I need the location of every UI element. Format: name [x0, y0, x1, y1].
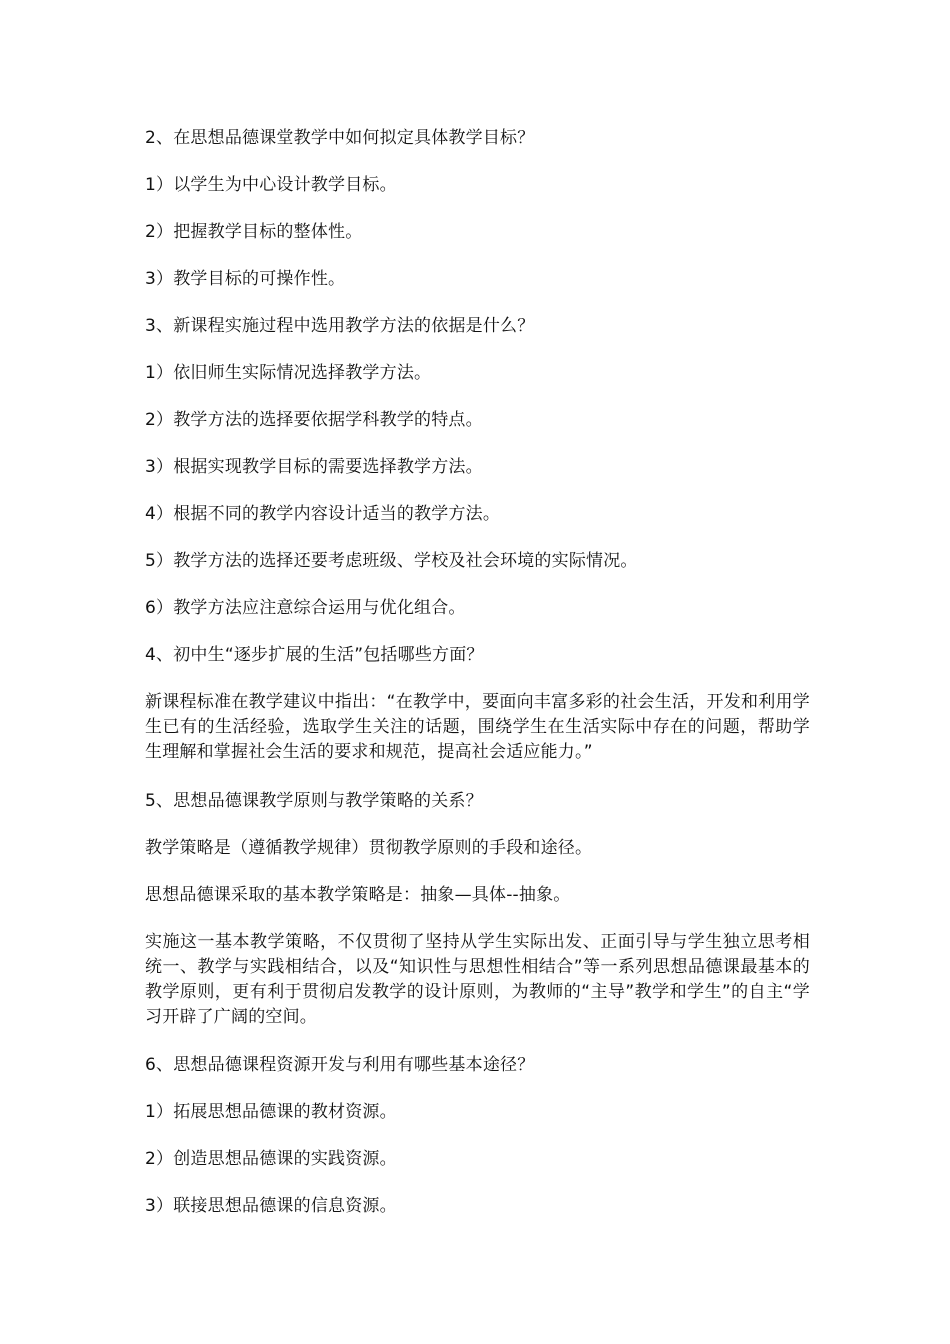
- answer-3-item-4: 4）根据不同的教学内容设计适当的教学方法。: [145, 504, 501, 524]
- answer-3-item-2: 2）教学方法的选择要依据学科教学的特点。: [145, 410, 483, 430]
- answer-3-item-5: 5）教学方法的选择还要考虑班级、学校及社会环境的实际情况。: [145, 551, 638, 571]
- question-4-heading: 4、初中生“逐步扩展的生活”包括哪些方面？: [145, 645, 484, 665]
- answer-4-paragraph: 新课程标准在教学建议中指出：“在教学中，要面向丰富多彩的社会生活，开发和利用学生已有的生活经验，选取学生关注的话题，围绕学生在生活实际中存在的问题，帮助学生理解和掌握社会生活的要求和规范，提高社会适应能力。”: [145, 692, 810, 762]
- question-2-heading: 2、在思想品德课堂教学中如何拟定具体教学目标？: [145, 128, 535, 148]
- answer-5-paragraph-3: 实施这一基本教学策略，不仅贯彻了坚持从学生实际出发、正面引导与学生独立思考相统一、教学与实践相结合，以及“知识性与思想性相结合”等一系列思想品德课最基本的教学原则，更有利于贯彻启发教学的设计原则，为教师的“主导”教学和学生”的自主“学习开辟了广阔的空间。: [145, 932, 810, 1027]
- answer-3-item-1: 1）依旧师生实际情况选择教学方法。: [145, 363, 432, 383]
- answer-3-item-6: 6）教学方法应注意综合运用与优化组合。: [145, 598, 466, 618]
- answer-2-item-2: 2）把握教学目标的整体性。: [145, 222, 363, 242]
- answer-6-item-2: 2）创造思想品德课的实践资源。: [145, 1149, 397, 1169]
- answer-5-paragraph-2: 思想品德课采取的基本教学策略是：抽象—具体--抽象。: [145, 885, 571, 905]
- answer-6-item-3: 3）联接思想品德课的信息资源。: [145, 1196, 397, 1216]
- answer-3-item-3: 3）根据实现教学目标的需要选择教学方法。: [145, 457, 483, 477]
- answer-6-item-1: 1）拓展思想品德课的教材资源。: [145, 1102, 397, 1122]
- answer-2-item-3: 3）教学目标的可操作性。: [145, 269, 346, 289]
- question-3-heading: 3、新课程实施过程中选用教学方法的依据是什么？: [145, 316, 535, 336]
- question-6-heading: 6、思想品德课程资源开发与利用有哪些基本途径？: [145, 1055, 535, 1075]
- answer-2-item-1: 1）以学生为中心设计教学目标。: [145, 175, 397, 195]
- question-5-heading: 5、思想品德课教学原则与教学策略的关系？: [145, 791, 483, 811]
- answer-5-paragraph-1: 教学策略是（遵循教学规律）贯彻教学原则的手段和途径。: [145, 838, 593, 858]
